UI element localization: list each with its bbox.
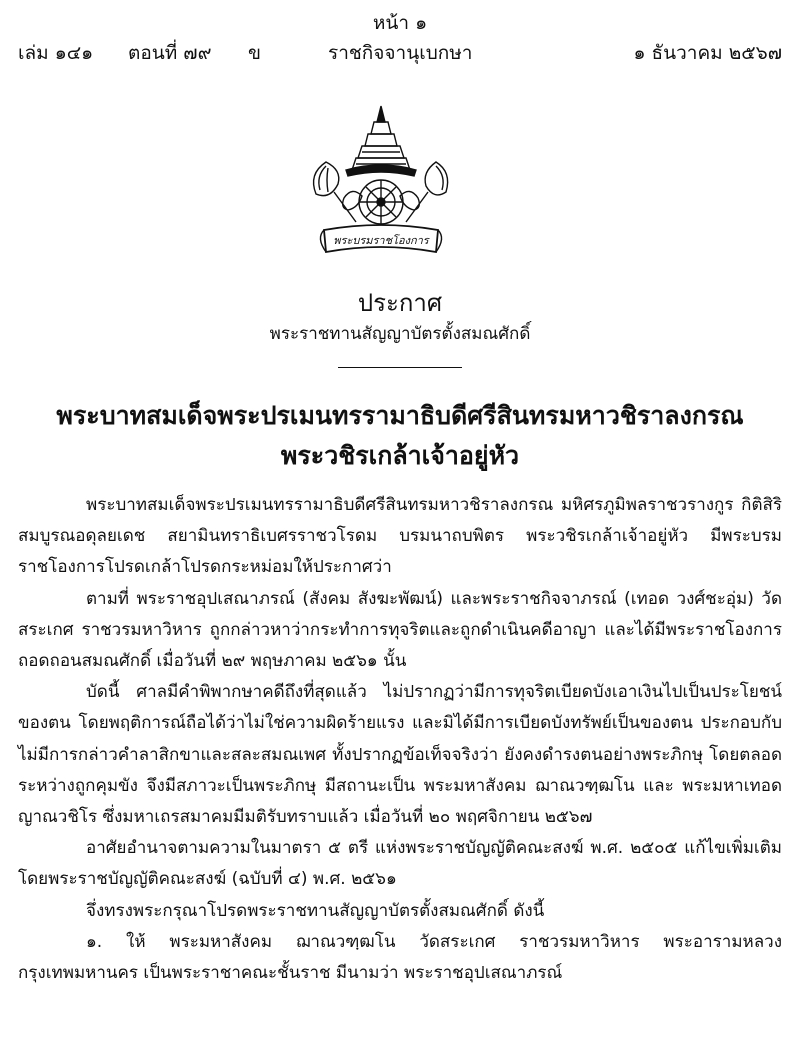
paragraph-preamble: พระบาทสมเด็จพระปรเมนทรรามาธิบดีศรีสินทรมหาวชิราลงกรณ มหิศรภูมิพลราชวรางกูร กิติสิริสมบูรณอดุลยเดช สยามินทราธิเบศรราชวโรดม บรมนาถบพิตร พระวชิรเกล้าเจ้าอยู่หัว มีพระบรมราชโองการโปรดเกล้าโปรดกระหม่อมให้ประกาศว่า bbox=[18, 495, 782, 578]
paragraph-royal-grant: จึ่งทรงพระกรุณาโปรดพระราชทานสัญญาบัตรตั้งสมณศักดิ์ ดังนี้ bbox=[86, 900, 545, 921]
gazette-name: ราชกิจจานุเบกษา bbox=[328, 42, 473, 64]
paragraph-court-verdict: บัดนี้ ศาลมีคำพิพากษาคดีถึงที่สุดแล้ว ไม่ปรากฏว่ามีการทุจริตเบียดบังเอาเงินไปเป็นประโยชน์ ของตน โดยพฤติการณ์ถือได้ว่าไม่ใช่ความผิดร้ายแรง และมิได้มีการเบียดบังทรัพย์เป็นของตน ประกอบกับไม่มีการกล่าวคำลาสิกขาและสละสมณเพศ ทั้งปรากฏข้อเท็จจริงว่า ยังคงดำรงตนอย่างพระภิกษุ โดยตลอดระหว่างถูกคุมขัง จึงมีสภาวะเป็นพระภิกษุ มีสถานะเป็น พระมหาสังคม ฌาณวฑฺฒโน และ พระมหาเทอด ญาณวชิโร ซึ่งมหาเถรสมาคมมีมติรับทราบแล้ว เมื่อวันที่ ๒๐ พฤศจิกายน ๒๕๖๗ bbox=[18, 682, 782, 828]
paragraph-background: ตามที่ พระราชอุปเสณาภรณ์ (สังคม สังฆะพัฒน์) และพระราชกิจจาภรณ์ (เทอด วงศ์ชะอุ่ม) วัดสระเกศ ราชวรมหาวิหาร ถูกกล่าวหาว่ากระทำการทุจริตและถูกดำเนินคดีอาญา และได้มีพระราชโองการ ถอดถอนสมณศักดิ์ เมื่อวันที่ ๒๙ พฤษภาคม ๒๕๖๑ นั้น bbox=[18, 588, 782, 672]
gazette-header bbox=[18, 38, 782, 68]
king-title bbox=[0, 396, 800, 476]
volume-number: เล่ม ๑๔๑ bbox=[18, 42, 94, 64]
king-title-line-2: พระวชิรเกล้าเจ้าอยู่หัว bbox=[280, 441, 520, 470]
announcement-body bbox=[18, 490, 782, 989]
paragraph-legal-authority: อาศัยอำนาจตามความในมาตรา ๕ ตรี แห่งพระราชบัญญัติคณะสงฆ์ พ.ศ. ๒๕๐๕ แก้ไขเพิ่มเติมโดยพระราชบัญญัติคณะสงฆ์ (ฉบับที่ ๔) พ.ศ. ๒๕๖๑ bbox=[18, 838, 782, 890]
page-number: หน้า ๑ bbox=[372, 12, 428, 34]
part-letter: ข bbox=[248, 42, 261, 64]
announcement-subject: พระราชทานสัญญาบัตรตั้งสมณศักดิ์ bbox=[269, 324, 531, 344]
royal-emblem-icon bbox=[286, 102, 476, 260]
emblem-inscription: พระบรมราชโองการ bbox=[333, 234, 429, 247]
paragraph-item-1: ๑. ให้ พระมหาสังคม ฌาณวฑฺฒโน วัดสระเกศ ราชวรมหาวิหาร พระอารามหลวง กรุงเทพมหานคร เป็นพระราชาคณะชั้นราช มีนามว่า พระราชอุปเสณาภรณ์ bbox=[18, 931, 782, 984]
king-title-line-1: พระบาทสมเด็จพระปรเมนทรรามาธิบดีศรีสินทรมหาวชิราลงกรณ bbox=[56, 401, 744, 430]
title-divider bbox=[338, 367, 462, 368]
section-number: ตอนที่ ๗๙ bbox=[128, 42, 212, 64]
publication-date: ๑ ธันวาคม ๒๕๖๗ bbox=[633, 42, 782, 64]
announcement-heading: ประกาศ bbox=[357, 289, 443, 317]
